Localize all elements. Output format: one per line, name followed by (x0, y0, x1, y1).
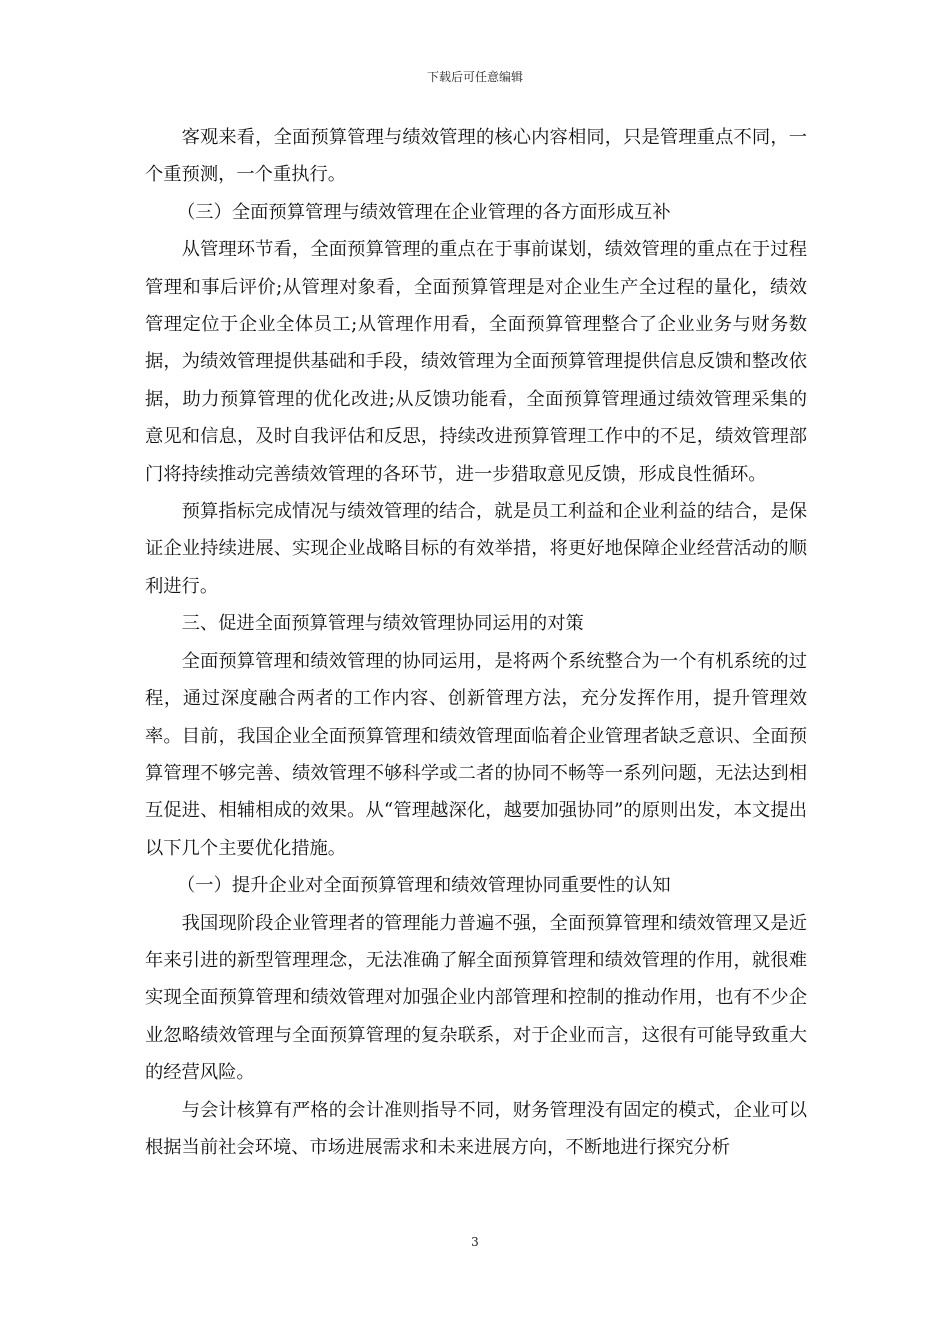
section-heading-awareness: （一）提升企业对全面预算管理和绩效管理协同重要性的认知 (177, 875, 671, 897)
document-body (145, 119, 807, 1166)
paragraph-coordinated-use: 全面预算管理和绩效管理的协同运用，是将两个系统整合为一个有机系统的过程，通过深度融合两者的工作内容、创新管理方法，充分发挥作用，提升管理效率。目前，我国企业全面预算管理和绩效管理面临着企业管理者缺乏意识、全面预算管理不够完善、绩效管理不够科学或二者的协同不畅等一系列问题，无法达到相互促进、相辅相成的效果。从“管理越深化，越要加强协同”的原则出发，本文提出以下几个主要优化措施。 (145, 650, 807, 859)
page-header: 下载后可任意编辑 (426, 70, 523, 84)
section-heading-countermeasures: 三、促进全面预算管理与绩效管理协同运用的对策 (181, 613, 584, 635)
paragraph-budget-indicators: 预算指标完成情况与绩效管理的结合，就是员工利益和企业利益的结合，是保证企业持续进展、实现企业战略目标的有效举措，将更好地保障企业经营活动的顺利进行。 (145, 501, 807, 597)
paragraph-financial-management: 与会计核算有严格的会计准则指导不同，财务管理没有固定的模式，企业可以根据当前社会环境、市场进展需求和未来进展方向，不断地进行探究分析 (145, 1099, 807, 1158)
page-number: 3 (471, 1235, 479, 1249)
paragraph-management-aspects: 从管理环节看，全面预算管理的重点在于事前谋划，绩效管理的重点在于过程管理和事后评价;从管理对象看，全面预算管理是对企业生产全过程的量化，绩效管理定位于企业全体员工;从管理作用看，全面预算管理整合了企业业务与财务数据，为绩效管理提供基础和手段，绩效管理为全面预算管理提供信息反馈和整改依据，助力预算管理的优化改进;从反馈功能看，全面预算管理通过绩效管理采集的意见和信息，及时自我评估和反思，持续改进预算管理工作中的不足，绩效管理部门将持续推动完善绩效管理的各环节，进一步猎取意见反馈，形成良性循环。 (145, 239, 807, 485)
paragraph-management-capability: 我国现阶段企业管理者的管理能力普遍不强，全面预算管理和绩效管理又是近年来引进的新型管理理念，无法准确了解全面预算管理和绩效管理的作用，就很难实现全面预算管理和绩效管理对加强企业内部管理和控制的推动作用，也有不少企业忽略绩效管理与全面预算管理的复杂联系，对于企业而言，这很有可能导致重大的经营风险。 (145, 912, 807, 1084)
paragraph-objective-view: 客观来看，全面预算管理与绩效管理的核心内容相同，只是管理重点不同，一个重预测，一个重执行。 (145, 127, 807, 186)
section-heading-complement: （三）全面预算管理与绩效管理在企业管理的各方面形成互补 (177, 201, 671, 223)
